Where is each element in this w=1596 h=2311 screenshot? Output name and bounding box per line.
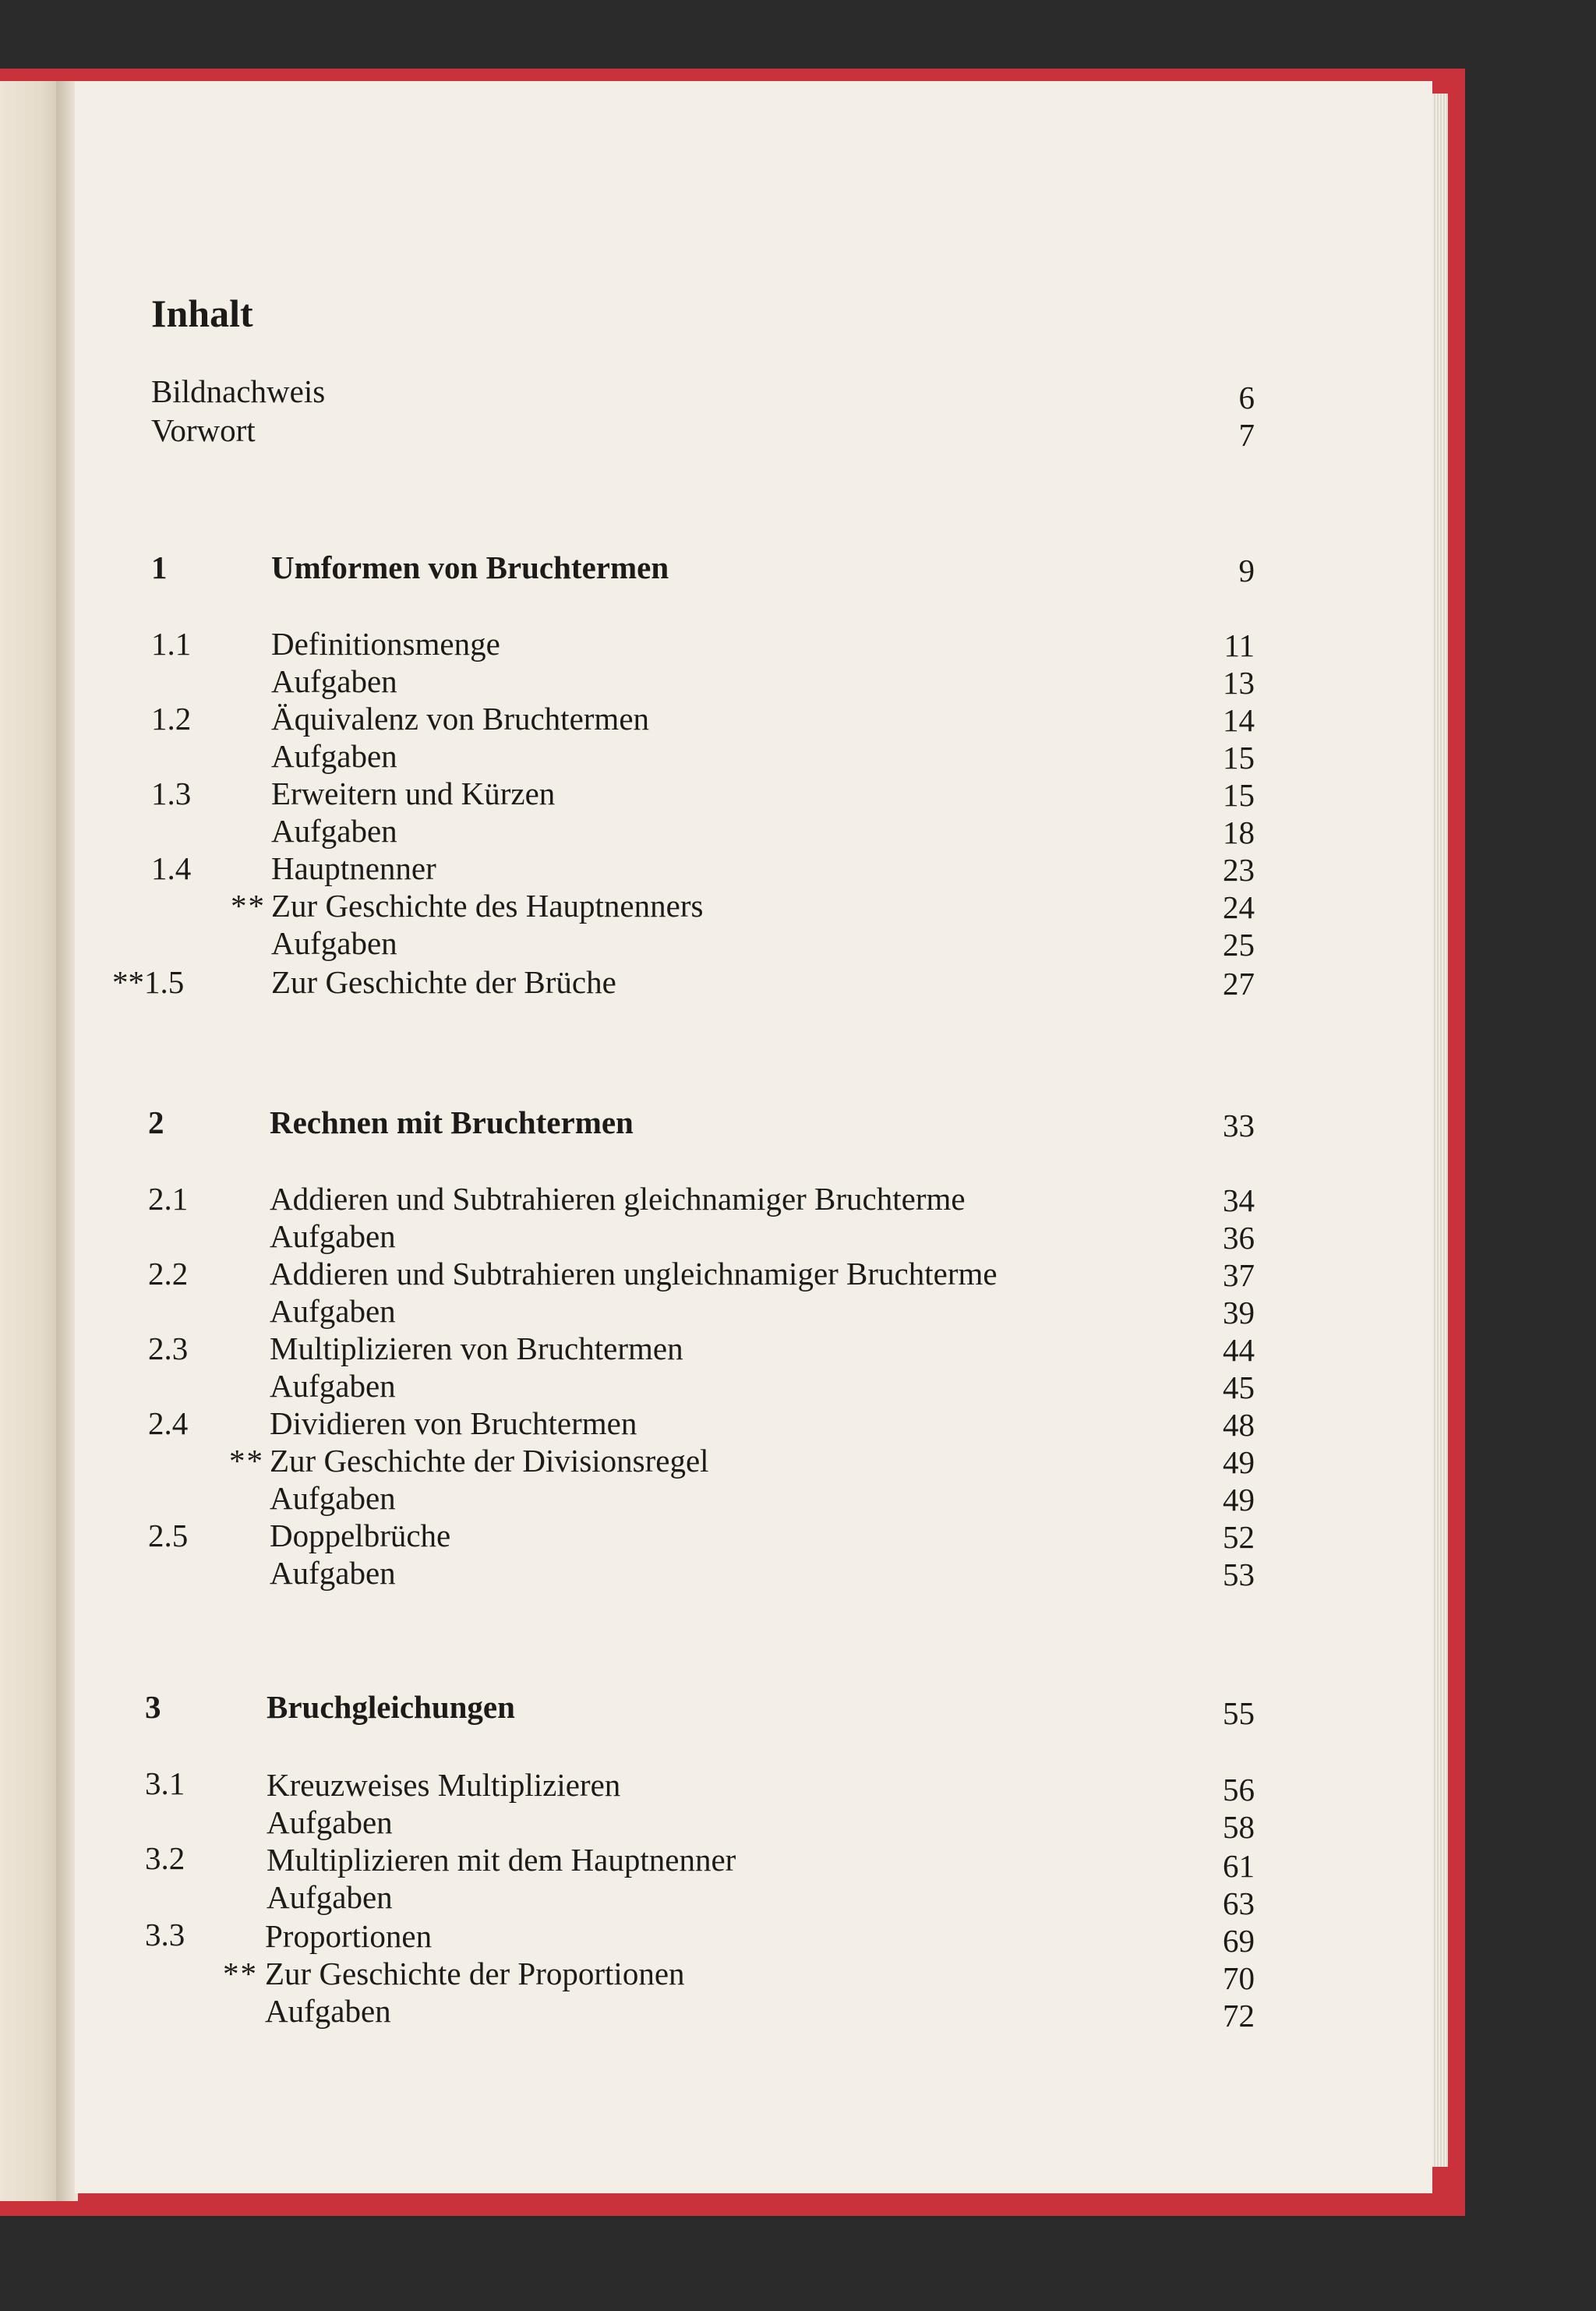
section-title: Aufgaben (267, 1879, 393, 1915)
section-page: 49 (1223, 1444, 1255, 1480)
section-page: 58 (1223, 1809, 1255, 1845)
section-number: 3.1 (145, 1765, 185, 1801)
chapter-title: Rechnen mit Bruchtermen (270, 1104, 634, 1140)
section-page: 44 (1223, 1332, 1255, 1368)
chapter-title: Bruchgleichungen (267, 1689, 515, 1725)
section-number: 1.1 (151, 626, 192, 662)
section-title: Aufgaben (270, 1218, 396, 1254)
section-title: Zur Geschichte der Brüche (271, 964, 616, 1000)
section-page: 56 (1223, 1772, 1255, 1807)
section-page: 70 (1223, 1960, 1255, 1996)
section-title: Proportionen (265, 1918, 433, 1954)
front-page: 6 (1238, 380, 1255, 415)
section-title: Dividieren von Bruchtermen (270, 1405, 637, 1441)
section-page: 25 (1223, 927, 1255, 963)
section-title: Aufgaben (265, 1993, 391, 2029)
section-title: Addieren und Subtrahieren gleichnamiger Bruchterme (270, 1181, 966, 1217)
section-page: 63 (1223, 1885, 1255, 1921)
section-number: 1.4 (151, 850, 192, 886)
section-title: Äquivalenz von Bruchtermen (271, 701, 650, 737)
front-label: Vorwort (151, 412, 256, 448)
section-page: 18 (1223, 815, 1255, 850)
chapter-title: Umformen von Bruchtermen (271, 549, 669, 585)
section-title: Aufgaben (270, 1555, 396, 1591)
chapter-number: 2 (148, 1104, 164, 1140)
section-page: 37 (1223, 1257, 1255, 1293)
section-page: 34 (1223, 1182, 1255, 1218)
section-page: 49 (1223, 1482, 1255, 1518)
section-title: Doppelbrüche (270, 1518, 451, 1553)
section-page: 13 (1223, 665, 1255, 701)
section-page: 72 (1223, 1998, 1255, 2034)
section-number: **1.5 (112, 964, 185, 1000)
section-title: Erweitern und Kürzen (271, 776, 556, 811)
section-title: Aufgaben (271, 925, 397, 961)
section-title: Aufgaben (267, 1804, 393, 1840)
section-title: Aufgaben (270, 1293, 396, 1329)
section-title: Aufgaben (270, 1368, 396, 1404)
chapter-page: 9 (1238, 553, 1255, 588)
section-page: 69 (1223, 1923, 1255, 1959)
section-page: 39 (1223, 1295, 1255, 1330)
section-number: 1.3 (151, 776, 192, 811)
section-number: 2.5 (148, 1518, 189, 1553)
chapter-page: 33 (1223, 1108, 1255, 1143)
section-page: 48 (1223, 1407, 1255, 1443)
section-number: 1.2 (151, 701, 192, 737)
section-page: 14 (1223, 702, 1255, 738)
section-number: 3.2 (145, 1840, 185, 1876)
section-title: Aufgaben (270, 1480, 396, 1516)
section-title: Zur Geschichte des Hauptnenners (271, 888, 704, 924)
section-page: 11 (1223, 627, 1255, 663)
section-page: 52 (1223, 1519, 1255, 1555)
section-page: 53 (1223, 1557, 1255, 1592)
history-marker: ** (223, 1956, 258, 1991)
section-page: 36 (1223, 1220, 1255, 1256)
history-marker: ** (231, 888, 266, 924)
history-marker: ** (229, 1443, 264, 1479)
section-page: 15 (1223, 740, 1255, 776)
section-page: 24 (1223, 889, 1255, 925)
section-page: 27 (1223, 966, 1255, 1002)
section-title: Definitionsmenge (271, 626, 500, 662)
section-title: Addieren und Subtrahieren ungleichnamiger Bruchterme (270, 1256, 998, 1292)
section-title: Kreuzweises Multiplizieren (267, 1767, 621, 1803)
section-number: 2.1 (148, 1181, 189, 1217)
section-number: 2.3 (148, 1330, 189, 1366)
section-title: Aufgaben (271, 813, 397, 849)
section-title: Zur Geschichte der Divisionsregel (270, 1443, 709, 1479)
section-number: 2.4 (148, 1405, 189, 1441)
section-number: 2.2 (148, 1256, 189, 1292)
section-title: Multiplizieren von Bruchtermen (270, 1330, 683, 1366)
section-number: 3.3 (145, 1917, 185, 1952)
chapter-number: 1 (151, 549, 168, 585)
front-page: 7 (1238, 417, 1255, 453)
section-page: 23 (1223, 852, 1255, 888)
chapter-page: 55 (1223, 1695, 1255, 1731)
section-title: Zur Geschichte der Proportionen (265, 1956, 685, 1991)
section-page: 61 (1223, 1848, 1255, 1884)
section-title: Multiplizieren mit dem Hauptnenner (267, 1842, 736, 1878)
chapter-number: 3 (145, 1689, 161, 1725)
page-title: Inhalt (151, 292, 253, 335)
section-page: 45 (1223, 1369, 1255, 1405)
front-label: Bildnachweis (151, 373, 326, 409)
section-title: Aufgaben (271, 663, 397, 699)
section-title: Aufgaben (271, 738, 397, 774)
left-page-edge (0, 81, 56, 2201)
section-title: Hauptnenner (271, 850, 436, 886)
section-page: 15 (1223, 777, 1255, 813)
